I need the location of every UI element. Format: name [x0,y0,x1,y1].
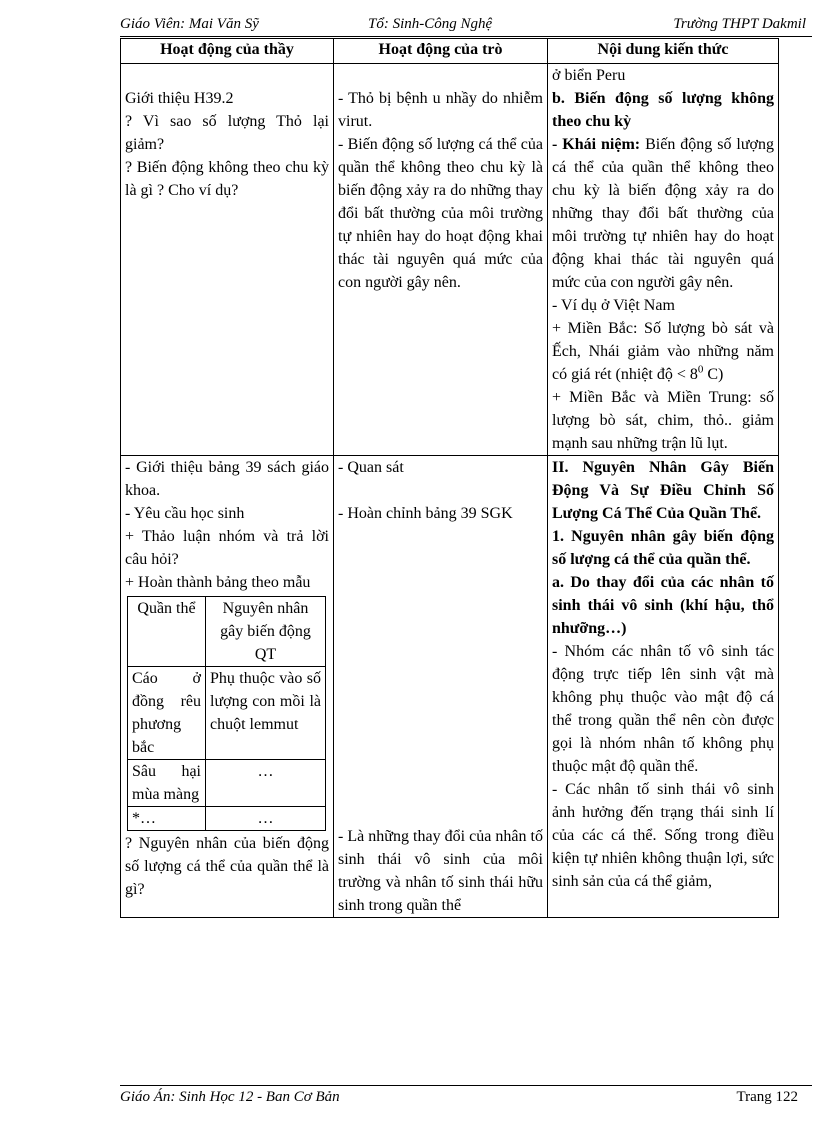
teacher-text: + Hoàn thành bảng theo mẫu [125,574,311,591]
student-text: - Hoàn chỉnh bảng 39 SGK [338,505,513,522]
content-cell [548,64,779,456]
example-item [552,317,774,386]
teacher-text: ? Vì sao số lượng Thỏ lại giảm? [125,113,329,153]
content-text: - Các nhân tố sinh thái vô sinh ảnh hưởng đến trạng thái sinh lí của các cá thể. Sống trong điều kiện tự nhiên không thuận lợi, sức sinh sản của cá thể giảm, [552,781,774,890]
concept-text: Biến động số lượng cá thể của quần thể không theo chu kỳ là biến động xảy ra do những thay đổi bất thường của môi trường tự nhiên hay do hoạt động khai thác tài nguyên quá mức của con người gây nên. [552,136,774,291]
cause-table-cell: *… [128,807,206,831]
content-cell [548,456,779,918]
student-text: - Là những thay đổi của nhân tố sinh thái vô sinh của môi trường và nhân tố sinh thái hữu sinh trong quần thể [338,828,543,914]
column-header-content: Nội dung kiến thức [548,39,779,64]
concept-paragraph [552,133,774,294]
content-text: ở biển Peru [552,67,626,84]
lesson-table [120,38,779,918]
cause-table-cell: … [206,760,326,807]
page-footer [120,1085,812,1108]
teacher-cell [121,456,334,918]
teacher-text: + Thảo luận nhóm và trả lời câu hỏi? [125,528,329,568]
footer-title: Giáo Án: Sinh Học 12 - Ban Cơ Bản [120,1089,340,1105]
page-number: Trang 122 [736,1089,798,1105]
student-cell [334,64,548,456]
student-text: - Thỏ bị bệnh u nhầy do nhiễm virut. [338,90,543,130]
student-cell [334,456,548,918]
cause-table [127,596,326,831]
teacher-text: - Yêu cầu học sinh [125,505,245,522]
section-heading: 1. Nguyên nhân gây biến động số lượng cá thể của quần thể. [552,528,774,568]
cause-table-row [128,760,326,807]
header-department: Tổ: Sinh-Công Nghệ [368,16,493,32]
section-heading: II. Nguyên Nhân Gây Biến Động Và Sự Điều Chỉnh Số Lượng Cá Thể Của Quần Thể. [552,459,774,522]
page-header [120,14,812,37]
student-text: - Quan sát [338,459,404,476]
student-text: - Biến động số lượng cá thể của quần thể không theo chu kỳ là biến động xảy ra do những thay đổi bất thường của môi trường tự nhiên hay do hoạt động khai thác tài nguyên quá mức của con người gây nên. [338,136,543,291]
cause-table-header [128,597,326,667]
column-header-student: Hoạt động của trò [334,39,548,64]
table-header-row [121,39,779,64]
example-item: + Miền Bắc và Miền Trung: số lượng bò sát, chim, thỏ.. giảm mạnh sau những trận lũ lụt. [552,389,774,452]
degree-superscript: 0 [697,363,704,376]
teacher-text: ? Biến động không theo chu kỳ là gì ? Cho ví dụ? [125,159,329,199]
example-title: - Ví dụ ở Việt Nam [552,297,675,314]
example-text: C) [703,366,724,383]
teacher-text: - Giới thiệu bảng 39 sách giáo khoa. [125,459,329,499]
cause-table-row [128,807,326,831]
teacher-text: Giới thiệu H39.2 [125,90,234,107]
cause-table-cell: … [206,807,326,831]
section-heading: b. Biến động số lượng không theo chu kỳ [552,90,774,130]
content-text: - Nhóm các nhân tố vô sinh tác động trực tiếp lên sinh vật mà không phụ thuộc vào mật độ cá thể trong quần thể nên còn được gọi là nhóm nhân tố không phụ thuộc mật độ quần thể. [552,643,774,775]
cause-table-cell: Quần thể [128,597,206,667]
cause-table-cell: Phụ thuộc vào số lượng con mồi là chuột lemmut [206,667,326,760]
table-row [121,64,779,456]
table-row [121,456,779,918]
cause-table-cell: Cáo ở đồng rêu phương bắc [128,667,206,760]
section-heading: a. Do thay đổi của các nhân tố sinh thái vô sinh (khí hậu, thổ nhưỡng…) [552,574,774,637]
teacher-cell [121,64,334,456]
header-school: Trường THPT Dakmil [673,16,806,32]
cause-table-row [128,667,326,760]
teacher-text: ? Nguyên nhân của biến động số lượng cá thể của quần thể là gì? [125,835,329,898]
header-teacher: Giáo Viên: Mai Văn Sỹ [120,16,259,32]
cause-table-cell: Sâu hại mùa màng [128,760,206,807]
column-header-teacher: Hoạt động của thầy [121,39,334,64]
example-text: + Miền Bắc: Số lượng bò sát và Ếch, Nhái giảm vào những năm có giá rét (nhiệt độ < 8 [552,320,774,383]
concept-label: - Khái niệm: [552,136,641,153]
cause-table-cell: Nguyên nhân gây biến động QT [206,597,326,667]
